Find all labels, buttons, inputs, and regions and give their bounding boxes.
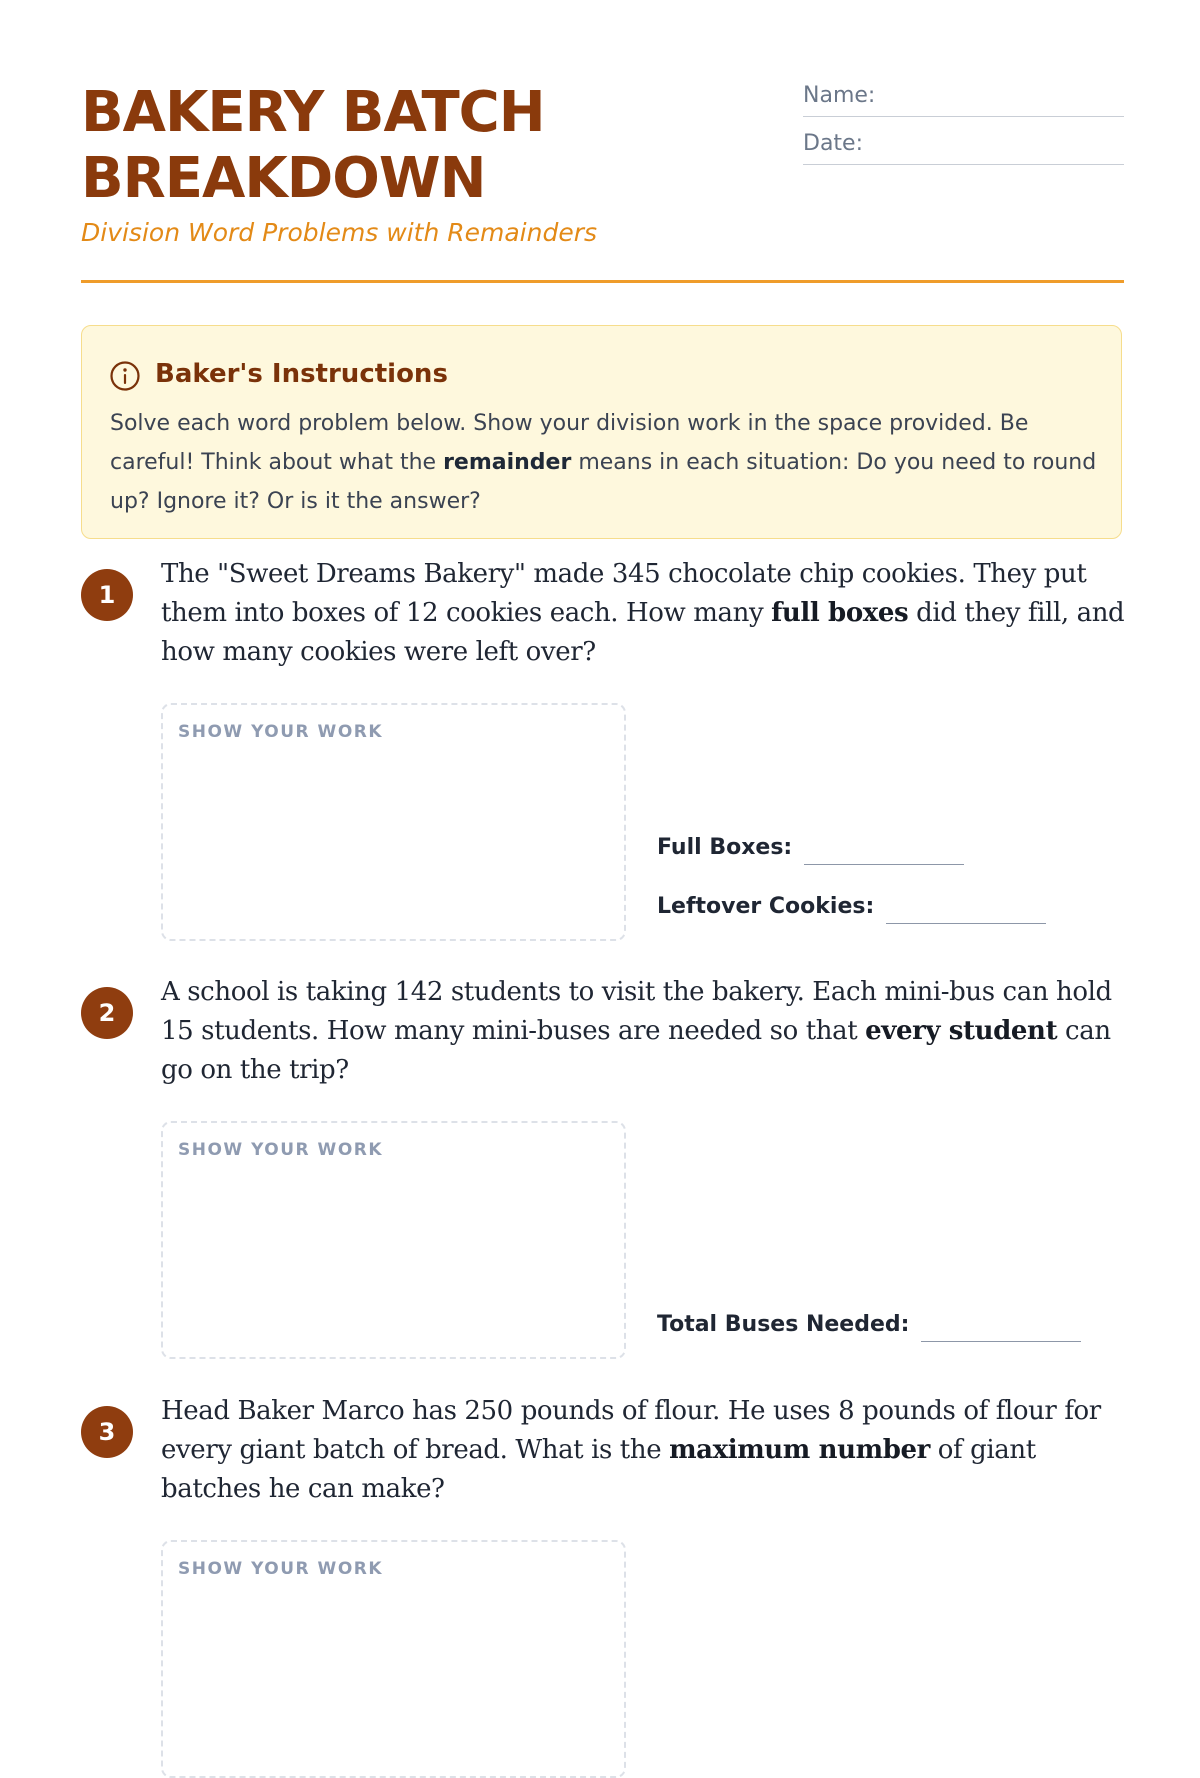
problem-question: [161, 973, 1126, 1090]
instructions-panel: [81, 325, 1122, 539]
instructions-text-start: Solve each word problem below. Show your division work in the space provided. Be careful! Think about what the: [110, 411, 1029, 475]
question-text-emphasis: full boxes: [771, 598, 909, 628]
answer-label: Full Boxes:: [657, 835, 793, 860]
work-area[interactable]: [161, 703, 626, 941]
instructions-text: [110, 404, 1100, 521]
worksheet-page: [81, 0, 1124, 1600]
work-area-label: SHOW YOUR WORK: [178, 1559, 384, 1579]
work-area[interactable]: [161, 1540, 626, 1778]
answer-label: Total Buses Needed:: [657, 1312, 910, 1337]
problem-number-badge: 1: [81, 569, 133, 621]
answer-blank[interactable]: [921, 1307, 1081, 1342]
instructions-text-emphasis: remainder: [443, 450, 572, 475]
question-text-end: can go on the trip?: [161, 1016, 1111, 1085]
answer-blank[interactable]: [804, 830, 964, 865]
question-text-start: A school is taking 142 students to visit the bakery. Each mini-bus can hold 15 students. How many mini-buses are needed so that: [161, 977, 1112, 1046]
answer-full-boxes: [657, 830, 964, 866]
answer-blank[interactable]: [886, 889, 1046, 924]
problem-number-badge: 2: [81, 987, 133, 1039]
answer-label: Leftover Cookies:: [657, 894, 875, 919]
worksheet-header: [81, 80, 1124, 284]
info-icon: [109, 360, 141, 392]
problem-number-badge: 3: [81, 1406, 133, 1458]
date-field[interactable]: [803, 128, 1124, 165]
page-title: BAKERY BATCH BREAKDOWN: [81, 80, 545, 211]
question-text-start: Head Baker Marco has 250 pounds of flour. He uses 8 pounds of flour for every giant batch of bread. What is the: [161, 1396, 1101, 1465]
date-field-label: Date:: [803, 131, 863, 156]
work-area[interactable]: [161, 1121, 626, 1359]
question-text-end: of giant batches he can make?: [161, 1435, 1036, 1504]
answer-leftover-cookies: [657, 889, 1046, 925]
page-subtitle: Division Word Problems with Remainders: [81, 218, 598, 247]
student-info-fields: [803, 80, 1124, 176]
work-area-label: SHOW YOUR WORK: [178, 1140, 384, 1160]
name-field[interactable]: [803, 80, 1124, 117]
question-text-emphasis: maximum number: [669, 1435, 930, 1465]
problem-question: [161, 555, 1126, 672]
question-text-start: The "Sweet Dreams Bakery" made 345 chocolate chip cookies. They put them into boxes of 12 cookies each. How many: [161, 559, 1087, 628]
name-field-label: Name:: [803, 83, 876, 108]
problem-question: [161, 1392, 1126, 1509]
answer-total-buses: [657, 1307, 1081, 1343]
header-divider: [81, 280, 1124, 283]
instructions-title: Baker's Instructions: [155, 359, 448, 389]
question-text-end: did they fill, and how many cookies were left over?: [161, 598, 1125, 667]
instructions-text-end: means in each situation: Do you need to round up? Ignore it? Or is it the answer?: [110, 450, 1097, 514]
question-text-emphasis: every student: [865, 1016, 1058, 1046]
work-area-label: SHOW YOUR WORK: [178, 722, 384, 742]
